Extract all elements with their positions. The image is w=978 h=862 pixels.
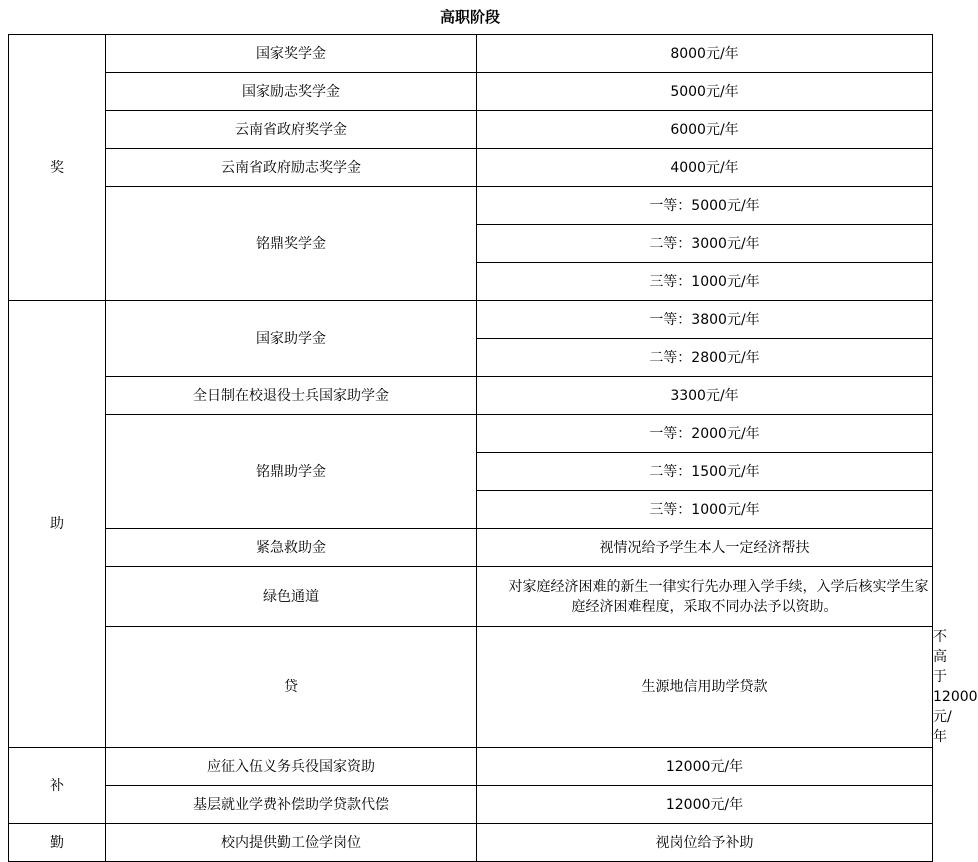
tier-value-cell: 三等：1000元/年 <box>477 491 933 529</box>
item-value-cell: 3300元/年 <box>477 377 933 415</box>
table-row <box>9 377 933 415</box>
tier-value-cell: 一等：2000元/年 <box>477 415 933 453</box>
item-value-cell: 5000元/年 <box>477 73 933 111</box>
item-name-cell: 基层就业学费补偿助学贷款代偿 <box>106 786 477 824</box>
category-cell-zhu: 助 <box>9 301 106 748</box>
table-row: 贷 生源地信用助学贷款 不高于12000元/年 <box>9 627 933 748</box>
category-cell-bu: 补 <box>9 748 106 824</box>
item-name-cell: 紧急救助金 <box>106 529 477 567</box>
item-name-cell: 铭鼎奖学金 <box>106 187 477 301</box>
table-row <box>9 35 933 73</box>
tier-value-cell: 二等：3000元/年 <box>477 225 933 263</box>
item-value-paragraph <box>477 567 933 627</box>
item-value-cell: 6000元/年 <box>477 111 933 149</box>
tier-value-cell: 三等：1000元/年 <box>477 263 933 301</box>
item-name-cell: 国家助学金 <box>106 301 477 377</box>
item-value-cell: 视岗位给予补助 <box>477 824 933 862</box>
item-name-cell: 绿色通道 <box>106 567 477 627</box>
item-name-cell: 全日制在校退役士兵国家助学金 <box>106 377 477 415</box>
funding-table <box>8 34 978 862</box>
tier-value-cell: 一等：5000元/年 <box>477 187 933 225</box>
table-row <box>9 415 933 453</box>
item-name-cell: 云南省政府奖学金 <box>106 111 477 149</box>
item-name-cell: 铭鼎助学金 <box>106 415 477 529</box>
table-row <box>9 567 933 627</box>
item-value-cell: 4000元/年 <box>477 149 933 187</box>
table-row <box>9 748 933 786</box>
item-name-cell: 云南省政府励志奖学金 <box>106 149 477 187</box>
table-row <box>9 149 933 187</box>
table-row <box>9 73 933 111</box>
item-value-cell: 8000元/年 <box>477 35 933 73</box>
page-title: 高职阶段 <box>439 8 500 26</box>
table-row <box>9 529 933 567</box>
item-value-cell: 12000元/年 <box>477 786 933 824</box>
table-row <box>9 786 933 824</box>
item-name-cell: 国家奖学金 <box>106 35 477 73</box>
tier-value-cell: 二等：1500元/年 <box>477 453 933 491</box>
item-value-cell: 12000元/年 <box>477 748 933 786</box>
category-cell-qin: 勤 <box>9 824 106 862</box>
item-value-cell: 视情况给予学生本人一定经济帮扶 <box>477 529 933 567</box>
category-cell-jiang: 奖 <box>9 35 106 301</box>
item-name-cell: 生源地信用助学贷款 <box>477 627 933 748</box>
green-channel-text: 对家庭经济困难的新生一律实行先办理入学手续，入学后核实学生家庭经济困难程度，采取不同办法予以资助。 <box>508 578 929 615</box>
table-row <box>9 111 933 149</box>
category-cell-dai: 贷 <box>106 627 477 748</box>
item-name-cell: 应征入伍义务兵役国家资助 <box>106 748 477 786</box>
item-name-cell: 校内提供勤工俭学岗位 <box>106 824 477 862</box>
item-name-cell: 国家励志奖学金 <box>106 73 477 111</box>
table-row <box>9 824 933 862</box>
tier-value-cell: 一等：3800元/年 <box>477 301 933 339</box>
table-row <box>9 187 933 225</box>
table-row <box>9 301 933 339</box>
tier-value-cell: 二等：2800元/年 <box>477 339 933 377</box>
